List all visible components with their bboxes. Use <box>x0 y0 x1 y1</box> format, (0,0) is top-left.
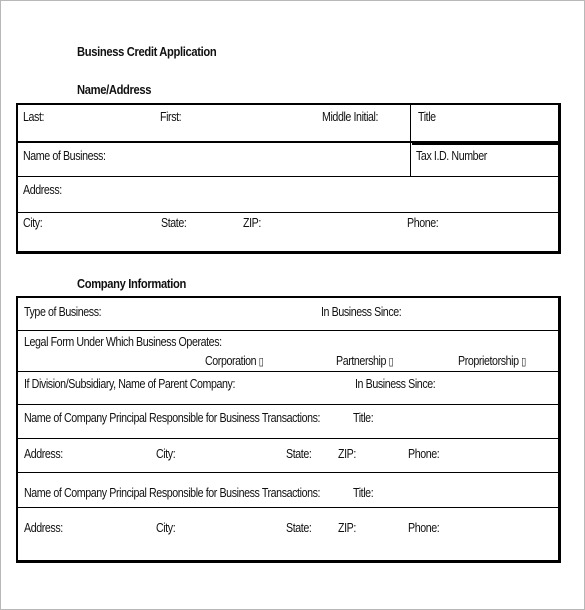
principal-zip-field-1[interactable]: ZIP: <box>338 446 356 461</box>
address-field[interactable]: Address: <box>23 182 62 197</box>
parent-company-field[interactable]: If Division/Subsidiary, Name of Parent Company: <box>24 376 236 391</box>
principal-title-field-2[interactable]: Title: <box>353 485 374 500</box>
partnership-checkbox[interactable]: ▯ <box>388 356 394 368</box>
row-divider <box>18 371 558 372</box>
principal-title-field-1[interactable]: Title: <box>353 410 374 425</box>
corporation-option[interactable] <box>205 353 264 370</box>
title-field[interactable]: Title <box>418 109 436 124</box>
proprietorship-checkbox[interactable]: ▯ <box>521 356 527 368</box>
last-name-field[interactable]: Last: <box>23 109 45 124</box>
principal-phone-field-2[interactable]: Phone: <box>408 520 440 535</box>
principal-state-field-1[interactable]: State: <box>286 446 312 461</box>
row-divider <box>18 507 558 508</box>
principal-state-field-2[interactable]: State: <box>286 520 312 535</box>
column-divider <box>410 141 411 177</box>
principal-address-field-2[interactable]: Address: <box>24 520 63 535</box>
zip-field[interactable]: ZIP: <box>243 215 261 230</box>
tax-id-field[interactable]: Tax I.D. Number <box>416 148 487 163</box>
proprietorship-label: Proprietorship <box>458 353 519 368</box>
phone-field[interactable]: Phone: <box>407 215 439 230</box>
column-divider <box>410 105 411 141</box>
principal-city-field-2[interactable]: City: <box>156 520 176 535</box>
type-of-business-field[interactable]: Type of Business: <box>24 304 102 319</box>
corporation-label: Corporation <box>205 353 257 368</box>
partnership-option[interactable] <box>336 353 394 370</box>
principal-name-field-1[interactable]: Name of Company Principal Responsible for Business Transactions: <box>24 410 321 425</box>
row-divider <box>18 472 558 473</box>
row-divider <box>18 330 558 331</box>
principal-phone-field-1[interactable]: Phone: <box>408 446 440 461</box>
name-address-box <box>16 103 561 254</box>
name-of-business-field[interactable]: Name of Business: <box>23 148 106 163</box>
name-address-heading: Name/Address <box>77 82 152 97</box>
row-divider <box>18 404 558 405</box>
principal-address-field-1[interactable]: Address: <box>24 446 63 461</box>
state-field[interactable]: State: <box>161 215 187 230</box>
first-name-field[interactable]: First: <box>160 109 182 124</box>
principal-city-field-1[interactable]: City: <box>156 446 176 461</box>
company-info-box <box>16 296 561 563</box>
row-divider <box>18 212 558 213</box>
in-business-since-field-2[interactable]: In Business Since: <box>355 376 436 391</box>
row-divider <box>18 438 558 439</box>
middle-initial-field[interactable]: Middle Initial: <box>322 109 379 124</box>
form-title: Business Credit Application <box>77 44 217 59</box>
proprietorship-option[interactable] <box>458 353 526 370</box>
corporation-checkbox[interactable]: ▯ <box>258 356 264 368</box>
row-divider <box>18 176 558 177</box>
partnership-label: Partnership <box>336 353 387 368</box>
city-field[interactable]: City: <box>23 215 43 230</box>
legal-form-label: Legal Form Under Which Business Operates: <box>24 334 222 349</box>
principal-zip-field-2[interactable]: ZIP: <box>338 520 356 535</box>
tax-id-top-border <box>412 143 558 145</box>
principal-name-field-2[interactable]: Name of Company Principal Responsible for Business Transactions: <box>24 485 321 500</box>
in-business-since-field[interactable]: In Business Since: <box>321 304 402 319</box>
company-info-heading: Company Information <box>77 276 187 291</box>
